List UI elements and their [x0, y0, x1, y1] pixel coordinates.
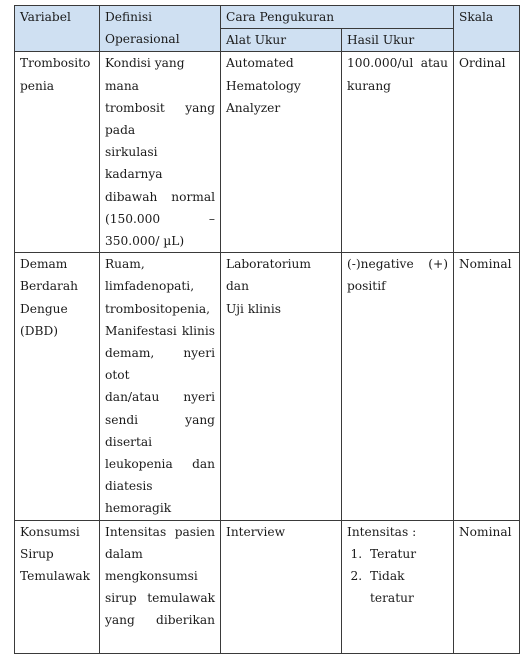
cell-text: Trombosito — [20, 56, 91, 71]
cell-text: Intensitas : — [347, 524, 417, 539]
cell-text: penia — [20, 78, 55, 93]
cell-text: Analyzer — [226, 100, 281, 115]
cell-text: Temulawak — [20, 569, 91, 584]
cell-alat-ukur — [221, 253, 342, 520]
header-definisi-line2: Operasional — [105, 32, 180, 47]
hasil-list — [347, 543, 448, 610]
cell-variabel — [15, 253, 100, 520]
header-definisi-line1: Definisi — [105, 10, 153, 24]
cell-text: Sirup — [20, 546, 54, 561]
table-row — [15, 520, 520, 653]
cell-text: dalam — [105, 546, 143, 561]
header-skala: Skala — [454, 6, 520, 52]
table-row — [15, 253, 520, 520]
cell-text: (150.000 – — [105, 211, 215, 226]
cell-text: Laboratorium dan — [226, 257, 311, 294]
cell-text: dibawah normal — [105, 189, 215, 204]
cell-text: (-)negative (+) — [347, 257, 449, 272]
cell-text: trombosit yang pada — [105, 100, 215, 138]
cell-skala: Nominal — [454, 520, 520, 653]
cell-text: Manifestasi klinis — [105, 323, 215, 338]
header-cara-pengukuran: Cara Pengukuran — [221, 6, 454, 29]
cell-alat-ukur — [221, 52, 342, 253]
cell-definisi — [100, 52, 221, 253]
cell-text: (DBD) — [20, 323, 59, 338]
cell-text: Ruam, — [105, 257, 145, 272]
cell-text: leukopenia dan — [105, 457, 215, 472]
cell-text: sendi yang disertai — [105, 412, 215, 449]
cell-variabel — [15, 52, 100, 253]
cell-variabel — [15, 520, 100, 653]
cell-text: positif — [347, 279, 386, 294]
table-row — [15, 52, 520, 253]
cell-hasil-ukur — [342, 253, 454, 520]
cell-hasil-ukur — [342, 52, 454, 253]
cell-alat-ukur — [221, 520, 342, 653]
cell-text: yang diberikan — [105, 613, 215, 628]
cell-text: Demam — [20, 257, 68, 272]
cell-text: diatesis hemoragik — [105, 479, 172, 516]
cell-text: Dengue — [20, 301, 68, 316]
list-item: 1. Teratur — [366, 543, 448, 565]
cell-text: Hematology — [226, 78, 301, 93]
cell-text: 350.000/ µL) — [105, 234, 185, 249]
cell-text: kurang — [347, 78, 391, 93]
cell-text: 100.000/ul atau — [347, 56, 449, 71]
header-definisi — [100, 6, 221, 52]
header-variabel: Variabel — [15, 6, 100, 52]
cell-text: mengkonsumsi — [105, 569, 198, 584]
cell-text: Kondisi yang mana — [105, 56, 185, 93]
cell-text: Berdarah — [20, 279, 79, 294]
list-item: 2. Tidak teratur — [366, 565, 448, 609]
cell-skala: Nominal — [454, 253, 520, 520]
cell-text: demam, nyeri otot — [105, 346, 215, 383]
cell-skala: Ordinal — [454, 52, 520, 253]
cell-hasil-ukur — [342, 520, 454, 653]
cell-text: sirup temulawak — [105, 591, 215, 606]
cell-text: Automated — [226, 56, 294, 71]
cell-text: Konsumsi — [20, 524, 80, 539]
cell-text: limfadenopati, — [105, 279, 195, 294]
cell-text: trombositopenia, — [105, 301, 211, 316]
operational-definition-table — [14, 5, 520, 654]
cell-definisi — [100, 253, 221, 520]
cell-definisi — [100, 520, 221, 653]
cell-text: Uji klinis — [226, 301, 282, 316]
header-hasil-ukur: Hasil Ukur — [342, 29, 454, 52]
header-alat-ukur: Alat Ukur — [221, 29, 342, 52]
cell-text: Interview — [226, 524, 286, 539]
cell-text: dan/atau nyeri — [105, 390, 215, 405]
cell-text: sirkulasi kadarnya — [105, 145, 163, 182]
cell-text: Intensitas pasien — [105, 524, 215, 539]
